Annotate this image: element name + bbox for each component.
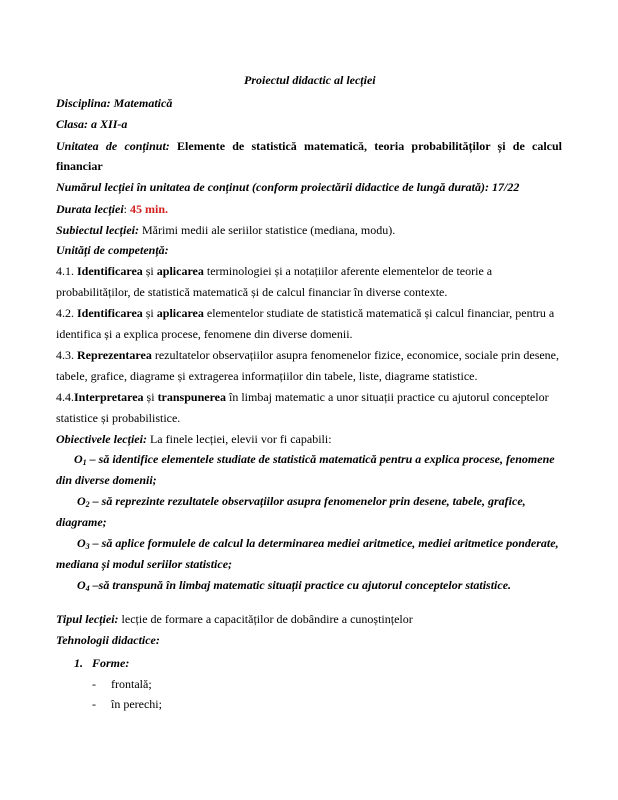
unitati-label: Unități de competență: — [56, 243, 169, 257]
tipul-value: lecție de formare a capacităților de dobândire a cunoștințelor — [121, 612, 413, 626]
unitatea-label: Unitatea de conținut: — [56, 139, 170, 153]
tipul-line — [56, 612, 413, 626]
obiectiv-o1-line-2: din diverse domenii; — [56, 473, 157, 487]
competenta-4-1-line-2: probabilităților, de statistică matematică și de calcul financiar în diverse contexte. — [56, 285, 448, 299]
clasa-value: a XII-a — [91, 117, 128, 131]
obiective-intro: La finele lecției, elevii vor fi capabili: — [149, 432, 332, 446]
competenta-4-4-line-2: statistice și probabilistice. — [56, 411, 181, 425]
durata-label: Durata lecției — [56, 202, 124, 216]
doc-title: Proiectul didactic al lecției — [244, 73, 376, 87]
obiectiv-o2-line-2: diagrame; — [56, 515, 107, 529]
unitatea-line-2 — [56, 159, 103, 173]
disciplina-line — [56, 96, 172, 110]
numarul-line: Numărul lecției în unitatea de conținut (conform proiectării didactice de lungă durată): 17/22 — [56, 180, 520, 194]
durata-line — [56, 202, 168, 216]
competenta-4-3-line-1: 4.3. Reprezentarea rezultatelor observațiilor asupra fenomenelor fizice, economice, sociale prin desene, — [56, 348, 560, 362]
durata-value: 45 min. — [130, 202, 169, 216]
unitatea-value-2: financiar — [56, 159, 103, 173]
competenta-4-3-line-2: tabele, grafice, diagrame și extragerea informațiilor din tabele, liste, diagrame statistice. — [56, 369, 478, 383]
obiectiv-o3-line-1: $O_3$ – să aplice formulele de calcul la determinarea mediei aritmetice, mediei aritmetice ponderate, — [77, 536, 559, 551]
competenta-4-1-line-1: 4.1. Identificarea și aplicarea terminologiei și a notațiilor aferente elementelor de teorie a — [56, 264, 493, 278]
competenta-4-2-line-1: 4.2. Identificarea și aplicarea elementelor studiate de statistică matematică și calcul financiar, pentru a — [56, 306, 555, 320]
subiect-label: Subiectul lecției: — [56, 223, 139, 237]
obiectiv-o2-line-1: $O_2$ – să reprezinte rezultatele observațiilor asupra fenomenelor prin desene, tabele, grafice, — [77, 494, 526, 509]
disciplina-label: Disciplina: — [56, 96, 111, 110]
forme-item-frontala: - frontală; — [92, 677, 152, 691]
subiect-value: Mărimi medii ale seriilor statistice (mediana, modu). — [142, 223, 396, 237]
durata-colon: : — [123, 202, 131, 216]
obiectiv-o4-line-1: $O_4$ –să transpună în limbaj matematic situații practice cu ajutorul conceptelor statistice. — [77, 578, 512, 593]
forme-heading — [74, 656, 129, 670]
clasa-label: Clasa: — [56, 117, 89, 131]
obiective-label: Obiectivele lecției: — [56, 432, 147, 446]
disciplina-value: Matematică — [113, 96, 173, 110]
obiectiv-o1-line-1: $O_1$ – să identifice elementele studiate de statistică matematică pentru a explica procese, fenomene — [74, 452, 555, 467]
unitatea-line-1 — [56, 139, 562, 153]
forme-label: Forme: — [92, 656, 130, 670]
competenta-4-4-line-1: 4.4.Interpretarea și transpunerea în limbaj matematic a unor situații practice cu ajutorul conceptelor — [56, 390, 549, 404]
forme-item-perechi: - în perechi; — [92, 697, 162, 711]
obiectiv-o3-line-2: mediana și modul seriilor statistice; — [56, 557, 233, 571]
subiect-line — [56, 223, 395, 237]
clasa-line — [56, 117, 127, 131]
tipul-label: Tipul lecției: — [56, 612, 119, 626]
forme-number: 1. — [74, 656, 83, 670]
tehnologii-label: Tehnologii didactice: — [56, 633, 160, 647]
obiective-line — [56, 432, 332, 446]
competenta-4-2-line-2: identifica și a explica procese, fenomene din diverse domenii. — [56, 327, 353, 341]
unitatea-value-1: Elemente de statistică matematică, teoria probabilităților și de calcul — [177, 139, 562, 153]
